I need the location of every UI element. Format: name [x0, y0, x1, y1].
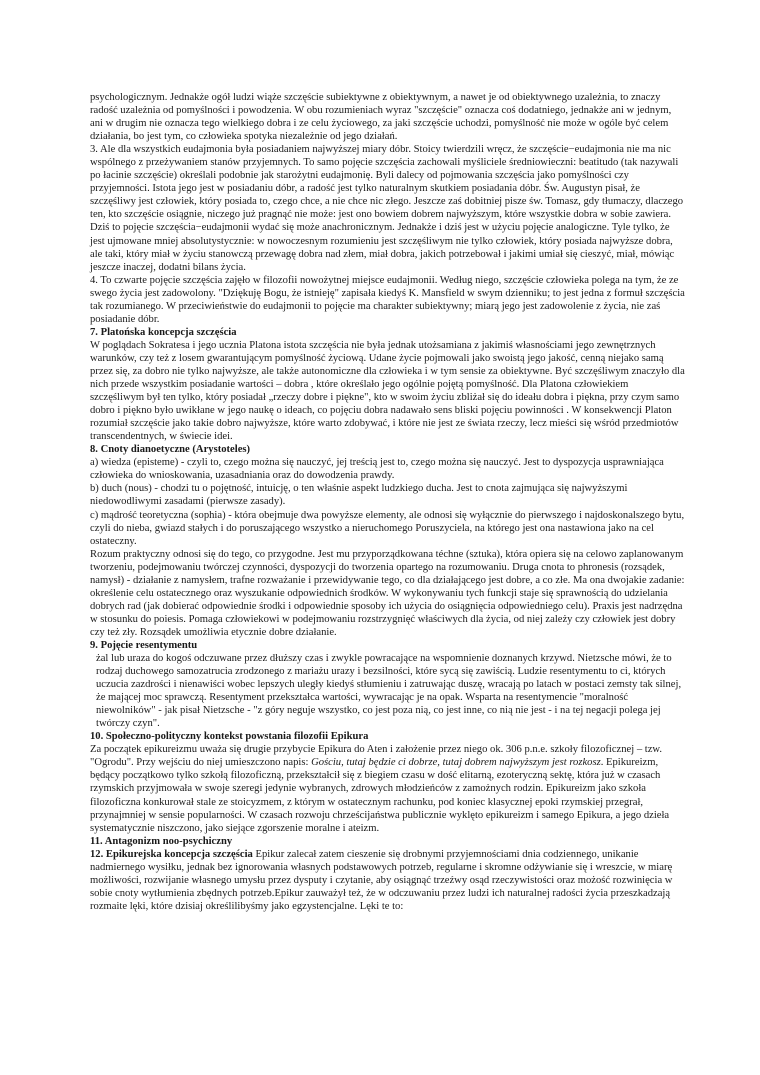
- heading-12: 12. Epikurejska koncepcja szczęścia: [90, 848, 253, 860]
- paragraph-12: [90, 848, 685, 913]
- paragraph-10-part-a: Za początek epikureizmu uważa się drugie przybycie Epikura do Aten i założenie przez niego ok. 306 p.n.e. szkoły filozoficznej – tzw. "Ogrodu". Przy wejściu do niej umieszczono napis:: [90, 744, 663, 769]
- paragraph-10: [90, 743, 685, 834]
- heading-8: 8. Cnoty dianoetyczne (Arystoteles): [90, 444, 251, 456]
- paragraph-4: 4. To czwarte pojęcie szczęścia zajęło w filozofii nowożytnej miejsce eudajmonii. Według niego, szczęście człowieka polega na tym, że ze swego życia jest zadowolony. "Dziękuję Bogu, że istnieję" zapisała kiedyś K. Mansfield w swym dzienniku; to jest jedna z formuł szczęścia tak rozumianego. W przeciwieństwie do eudajmonii to pojęcie ma charakter subiektywny; miarą jego jest zadowolenie z życia, nie zaś posiadanie dóbr.: [90, 274, 685, 325]
- paragraph-8d: Rozum praktyczny odnosi się do tego, co przygodne. Jest mu przyporządkowana téchne (sztuka), która opiera się na celowo zaplanowanym tworzeniu, podejmowaniu twórczej czynności, dyspozycji do tworzenia opartego na rozumowaniu. Druga cnota to phronesis (rozsądek, namysł) - działanie z namysłem, trafne rozważanie i przewidywanie tego, co dla działającego jest dobre, a co złe. Ma ona dwojakie zadanie: określenie celu ostatecznego oraz wyszukanie odpowiednich środków. W wykonywaniu tych funkcji staje się sprawnością do udzielania dobrych rad (jak dobierać odpowiednie środki i odpowiednie sposoby ich użycia do osiągnięcia odpowiedniego celu). Praxis jest nadrzędna w stosunku do poiesis. Pomaga człowiekowi w podejmowaniu rozstrzygnięć właściwych dla życia, od niej zależy czy człowiek jest dobry czy też zły. Rozsądek umożliwia etycznie dobre działanie.: [90, 548, 685, 638]
- paragraph-8c: c) mądrość teoretyczna (sophia) - która obejmuje dwa powyższe elementy, ale odnosi się wyłącznie do pierwszego i najdoskonalszego bytu, czyli do nieba, gwiazd stałych i do poruszającego wszystko a nieruchomego Poruszyciela, na którego jest ona nastawiona jako na cel ostateczny.: [90, 509, 685, 547]
- heading-7: 7. Platońska koncepcja szczęścia: [90, 326, 237, 338]
- paragraph-8b: b) duch (nous) - chodzi tu o pojętność, intuicję, o ten właśnie aspekt ludzkiego ducha. Jest to cnota zajmująca się najwyższymi niedowodliwymi zasadami (pierwsze zasady).: [90, 483, 628, 508]
- heading-10: 10. Społeczno-polityczny kontekst powstania filozofii Epikura: [90, 731, 369, 743]
- paragraph-12-text: Epikur zalecał zatem cieszenie się drobnymi przyjemnościami dnia codziennego, unikanie nadmiernego wysiłku, jednak bez ignorowania własnych podstawowych potrzeb, regularne i skromne odżywianie się i wreszcie, w miarę możliwości, rozwijanie własnego umysłu przez dysputy i czytanie, aby osiągnąć trzeźwy osąd rzeczywistości oraz możość rozwinięcia w sobie cnoty wytłumienia zbędnych potrzeb.Epikur zauważył też, że w odczuwaniu przez ludzi ich naturalnej radości życia przeszkadzają rozmaite lęki, które dzisiaj określilibyśmy jako egzystencjalne. Lęki te to:: [90, 848, 673, 912]
- paragraph-intro: psychologicznym. Jednakże ogół ludzi wiąże szczęście subiektywne z obiektywnym, a nawet je od obiektywnego uzależnia, to znaczy radość uzależnia od pomyślności i powodzenia. W obu rozumieniach wyraz "szczęście" oznacza coś dodatniego, jednakże ani w jednym, ani w drugim nie oznacza tego wielkiego dobra i ze celu życiowego, za jaki szczęście uchodzi, pomyślność nie może w ogóle być celem działania, bo jest tym, co człowieka spotyka niezależnie od jego działań.: [90, 92, 672, 143]
- paragraph-8a: a) wiedza (episteme) - czyli to, czego można się nauczyć, jej treścią jest to, czego można się nauczyć. Jest to dyspozycja usprawniająca człowieka do wnioskowania, uzasadniania oraz do dowodzenia prawdy.: [90, 457, 664, 482]
- heading-9: 9. Pojęcie resentymentu: [90, 639, 198, 651]
- paragraph-10-part-b: . Epikureizm, będący początkowo tylko szkołą filozoficzną, przekształcił się z biegiem czasu w dość elitarną, ezoteryczną sektę, która już w czasach rzymskich przyjmowała w swoje szeregi jedynie wybranych, zdrowych młodzieńców z zamożnych rodzin. Epikureizm jako szkoła filozoficzna konkurował stale ze stoicyzmem, z którym w ostatecznym rachunku, pod koniec klasycznej epoki rzymskiej przegrał, przynajmniej w sensie popularności. W czasach rozwoju chrześcijaństwa publicznie wyklęto epikureizm i samego Epikura, a jego dzieła systematycznie niszczono, jako siejące zgorszenie moralne i ateizm.: [90, 757, 670, 834]
- paragraph-7: W poglądach Sokratesa i jego ucznia Platona istota szczęścia nie była jednak utożsamiana z jakimiś własnościami jego zewnętrznych warunków, czy też z losem gwarantującym pomyślność życiową. Udane życie pojmowali jako swoistą jego jakość, cenną niejako samą przez się, za dobro nie tylko najwyższe, ale także autonomiczne dla człowieka i w tym sensie za obiektywne. Być szczęśliwym znaczyło dla nich przede wszystkim posiadanie wartości – dobra , które określało jego ogólnie pojętą pomyślność. Dla Platona człowiekiem szczęśliwym był ten tylko, który posiadał „rzeczy dobre i piękne", kto w swoim życiu zbliżał się do ideału dobra i piękna, przy czym samo dobro i piękno było uwikłane w jego naukę o ideach, co pojęciu dobra nadawało sens bliski pojęciu powinności . W konsekwencji Platon rozumiał szczęście jako takie dobro najwyższe, które warto zdobywać, i które nie jest ze świata rzeczy, lecz mieści się wśród przedmiotów transcendentnych, w świecie idei.: [90, 339, 685, 443]
- heading-11: 11. Antagonizm noo-psychiczny: [90, 835, 233, 847]
- paragraph-10-quote: Gościu, tutaj będzie ci dobrze, tutaj dobrem najwyższym jest rozkosz: [311, 757, 601, 769]
- paragraph-9: żal lub uraza do kogoś odczuwane przez dłuższy czas i zwykle powracające na wspomnienie doznanych krzywd. Nietzsche mówi, że to rodzaj duchowego samozatrucia zrodzonego z mariażu urazy i bezsilności, które sycą się zawiścią. Ludzie resentymentu to ci, których uczucia zazdrości i nienawiści wobec lepszych uległy kiedyś stłumieniu i zatruwając duszę, wracają po latach w postaci zemsty tak silnej, że mającej moc sprawczą. Resentyment przekształca wartości, wywracając je na opak. Wsparta na resentymencie "moralność niewolników" - jak pisał Nietzsche - "z góry neguje wszystko, co jest poza nią, co jest inne, co nią nie jest - i na tej negacji polega jej twórczy czyn".: [96, 653, 682, 730]
- paragraph-3: 3. Ale dla wszystkich eudajmonia była posiadaniem najwyższej miary dóbr. Stoicy twierdzili wręcz, że szczęście−eudajmonia nie ma nic wspólnego z przeżywaniem stanów przyjemnych. To samo pojęcie szczęścia zachowali myśliciele średniowieczni: beatitudo (tak nazywali po łacinie szczęście) określali podobnie jak starożytni eudajmonię. Byli dalecy od pojmowania szczęścia jako pomyślności czy przyjemności. Istota jego jest w posiadaniu dóbr, a radość jest tylko naturalnym skutkiem posiadania dóbr. Św. Augustyn pisał, że szczęśliwy jest człowiek, który posiada to, czego chce, a nie chce nic złego. Jeszcze zaś dobitniej pisze św. Tomasz, gdy tłumaczy, dlaczego ten, kto szczęście osiągnie, niczego już pragnąć nie może: jest ono bowiem dobrem najwyższym, które wszystkie dobra w sobie zawiera. Dziś to pojęcie szczęścia−eudajmonii wydać się może anachronicznym. Jednakże i dziś jest w użyciu pojęcie analogiczne. Tyle tylko, że jest ujmowane mniej absolutystycznie: w nowoczesnym rozumieniu jest szczęśliwym nie tylko człowiek, który posiada najwyższe dobra, ale taki, który miał w życiu stanowczą przewagę dobra nad złem, miał dobra, jakich potrzebował i jakimi umiał się cieszyć, miał, mówiąc jeszcze inaczej, dodatni bilans życia.: [90, 144, 684, 273]
